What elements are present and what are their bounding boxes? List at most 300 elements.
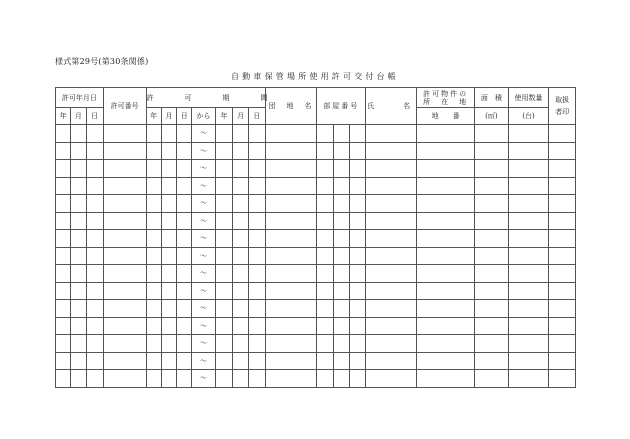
ledger-cell xyxy=(265,335,317,353)
ledger-cell xyxy=(349,370,365,388)
ledger-cell xyxy=(215,212,232,230)
ledger-cell xyxy=(232,265,248,283)
header-start-day: 日 xyxy=(177,108,192,125)
ledger-cell xyxy=(349,160,365,178)
ledger-cell xyxy=(215,177,232,195)
ledger-cell xyxy=(215,247,232,265)
ledger-cell xyxy=(177,282,192,300)
ledger-cell xyxy=(177,160,192,178)
ledger-cell xyxy=(177,212,192,230)
ledger-cell xyxy=(333,317,349,335)
ledger-cell xyxy=(366,317,417,335)
ledger-cell xyxy=(103,370,146,388)
ledger-cell xyxy=(177,317,192,335)
ledger-cell xyxy=(56,282,71,300)
ledger-cell xyxy=(86,335,103,353)
ledger-cell xyxy=(56,230,71,248)
ledger-row xyxy=(56,160,576,178)
ledger-row xyxy=(56,195,576,213)
header-handler-seal xyxy=(549,88,576,125)
period-separator: 〜 xyxy=(192,142,215,160)
ledger-cell xyxy=(215,300,232,318)
ledger-cell xyxy=(265,352,317,370)
ledger-cell xyxy=(86,195,103,213)
ledger-cell xyxy=(475,282,509,300)
ledger-cell xyxy=(249,300,265,318)
ledger-cell xyxy=(161,282,176,300)
ledger-cell xyxy=(508,247,549,265)
ledger-cell xyxy=(317,142,333,160)
header-end-year: 年 xyxy=(215,108,232,125)
ledger-cell xyxy=(103,352,146,370)
ledger-cell xyxy=(215,370,232,388)
ledger-row xyxy=(56,370,576,388)
ledger-cell xyxy=(146,212,161,230)
ledger-cell xyxy=(71,195,86,213)
ledger-cell xyxy=(103,160,146,178)
ledger-cell xyxy=(161,265,176,283)
ledger-cell xyxy=(333,212,349,230)
period-separator: 〜 xyxy=(192,317,215,335)
ledger-cell xyxy=(161,195,176,213)
ledger-cell xyxy=(177,177,192,195)
ledger-cell xyxy=(249,125,265,143)
ledger-cell xyxy=(103,230,146,248)
ledger-cell xyxy=(103,265,146,283)
period-separator: 〜 xyxy=(192,247,215,265)
period-separator: 〜 xyxy=(192,282,215,300)
ledger-cell xyxy=(417,317,475,335)
header-handler-top: 取扱 xyxy=(555,96,570,104)
ledger-cell xyxy=(333,352,349,370)
ledger-cell xyxy=(475,370,509,388)
ledger-cell xyxy=(86,300,103,318)
ledger-cell xyxy=(146,282,161,300)
ledger-cell xyxy=(265,195,317,213)
ledger-cell xyxy=(249,370,265,388)
ledger-cell xyxy=(146,195,161,213)
ledger-cell xyxy=(146,300,161,318)
ledger-cell xyxy=(232,125,248,143)
header-start-month: 月 xyxy=(161,108,176,125)
ledger-cell xyxy=(215,265,232,283)
ledger-cell xyxy=(549,300,576,318)
ledger-cell xyxy=(177,125,192,143)
ledger-cell xyxy=(366,212,417,230)
ledger-cell xyxy=(366,160,417,178)
ledger-row xyxy=(56,230,576,248)
ledger-cell xyxy=(366,247,417,265)
ledger-cell xyxy=(232,247,248,265)
ledger-cell xyxy=(56,352,71,370)
period-separator: 〜 xyxy=(192,160,215,178)
ledger-cell xyxy=(317,265,333,283)
ledger-cell xyxy=(161,160,176,178)
ledger-cell xyxy=(349,177,365,195)
document-title: 自動車保管場所使用許可交付台帳 xyxy=(231,72,399,81)
ledger-cell xyxy=(508,212,549,230)
ledger-cell xyxy=(103,142,146,160)
ledger-cell xyxy=(475,160,509,178)
ledger-cell xyxy=(508,300,549,318)
ledger-cell xyxy=(103,247,146,265)
ledger-cell xyxy=(215,125,232,143)
ledger-cell xyxy=(317,300,333,318)
ledger-cell xyxy=(349,212,365,230)
period-separator: 〜 xyxy=(192,212,215,230)
ledger-cell xyxy=(475,335,509,353)
ledger-row xyxy=(56,317,576,335)
ledger-cell xyxy=(249,335,265,353)
ledger-row xyxy=(56,125,576,143)
period-separator: 〜 xyxy=(192,265,215,283)
ledger-cell xyxy=(249,265,265,283)
ledger-cell xyxy=(508,230,549,248)
ledger-cell xyxy=(161,317,176,335)
ledger-cell xyxy=(417,370,475,388)
ledger-cell xyxy=(317,230,333,248)
ledger-cell xyxy=(177,370,192,388)
ledger-cell xyxy=(508,125,549,143)
ledger-cell xyxy=(349,335,365,353)
ledger-cell xyxy=(549,335,576,353)
ledger-cell xyxy=(161,352,176,370)
ledger-cell xyxy=(177,265,192,283)
period-separator: 〜 xyxy=(192,195,215,213)
ledger-cell xyxy=(475,177,509,195)
ledger-cell xyxy=(333,370,349,388)
ledger-cell xyxy=(333,335,349,353)
ledger-cell xyxy=(417,282,475,300)
ledger-cell xyxy=(177,142,192,160)
ledger-cell xyxy=(146,177,161,195)
header-permit-date: 許可年月日 xyxy=(56,88,104,108)
header-issue-year: 年 xyxy=(56,108,71,125)
ledger-cell xyxy=(349,230,365,248)
ledger-cell xyxy=(215,195,232,213)
ledger-cell xyxy=(333,230,349,248)
header-issue-month: 月 xyxy=(71,108,86,125)
ledger-cell xyxy=(71,300,86,318)
ledger-cell xyxy=(366,352,417,370)
ledger-cell xyxy=(417,195,475,213)
ledger-cell xyxy=(349,282,365,300)
period-separator: 〜 xyxy=(192,352,215,370)
ledger-cell xyxy=(146,370,161,388)
ledger-cell xyxy=(265,230,317,248)
ledger-cell xyxy=(232,160,248,178)
ledger-cell xyxy=(475,212,509,230)
header-start-year: 年 xyxy=(146,108,161,125)
ledger-cell xyxy=(366,177,417,195)
ledger-cell xyxy=(317,195,333,213)
ledger-cell xyxy=(366,282,417,300)
ledger-cell xyxy=(232,177,248,195)
ledger-cell xyxy=(177,195,192,213)
header-issue-day: 日 xyxy=(86,108,103,125)
ledger-cell xyxy=(86,282,103,300)
ledger-cell xyxy=(349,265,365,283)
ledger-cell xyxy=(508,142,549,160)
ledger-cell xyxy=(366,370,417,388)
ledger-cell xyxy=(103,125,146,143)
ledger-cell xyxy=(215,142,232,160)
ledger-row xyxy=(56,300,576,318)
ledger-cell xyxy=(508,352,549,370)
ledger-cell xyxy=(161,370,176,388)
ledger-cell xyxy=(417,265,475,283)
ledger-cell xyxy=(549,247,576,265)
ledger-cell xyxy=(232,352,248,370)
ledger-cell xyxy=(549,160,576,178)
header-danchi-name: 団 地 名 xyxy=(265,88,317,125)
ledger-cell xyxy=(265,247,317,265)
ledger-cell xyxy=(161,230,176,248)
ledger-cell xyxy=(161,300,176,318)
ledger-cell xyxy=(417,247,475,265)
ledger-cell xyxy=(103,282,146,300)
period-separator: 〜 xyxy=(192,335,215,353)
ledger-cell xyxy=(86,177,103,195)
ledger-cell xyxy=(249,212,265,230)
ledger-cell xyxy=(475,195,509,213)
period-separator: 〜 xyxy=(192,230,215,248)
ledger-cell xyxy=(215,317,232,335)
ledger-cell xyxy=(232,282,248,300)
ledger-cell xyxy=(366,335,417,353)
ledger-cell xyxy=(71,282,86,300)
ledger-cell xyxy=(349,300,365,318)
ledger-cell xyxy=(232,300,248,318)
ledger-cell xyxy=(86,265,103,283)
ledger-cell xyxy=(475,142,509,160)
ledger-cell xyxy=(86,370,103,388)
ledger-cell xyxy=(56,370,71,388)
ledger-cell xyxy=(249,247,265,265)
ledger-cell xyxy=(475,352,509,370)
ledger-cell xyxy=(265,265,317,283)
ledger-cell xyxy=(549,125,576,143)
ledger-cell xyxy=(103,177,146,195)
ledger-cell xyxy=(549,230,576,248)
ledger-cell xyxy=(417,125,475,143)
header-end-month: 月 xyxy=(232,108,248,125)
ledger-cell xyxy=(86,352,103,370)
ledger-cell xyxy=(56,212,71,230)
header-lot-number: 地 番 xyxy=(417,108,475,125)
ledger-cell xyxy=(177,335,192,353)
ledger-cell xyxy=(417,335,475,353)
ledger-cell xyxy=(317,160,333,178)
ledger-cell xyxy=(71,212,86,230)
ledger-cell xyxy=(71,335,86,353)
ledger-cell xyxy=(146,352,161,370)
ledger-cell xyxy=(317,352,333,370)
ledger-cell xyxy=(349,352,365,370)
ledger-cell xyxy=(317,370,333,388)
ledger-cell xyxy=(475,125,509,143)
header-permit-period: 許 可 期 間 xyxy=(146,88,265,108)
ledger-cell xyxy=(249,195,265,213)
ledger-table xyxy=(55,87,576,388)
ledger-cell xyxy=(317,212,333,230)
ledger-cell xyxy=(71,230,86,248)
ledger-cell xyxy=(56,195,71,213)
ledger-row xyxy=(56,247,576,265)
ledger-cell xyxy=(232,370,248,388)
period-separator: 〜 xyxy=(192,125,215,143)
ledger-cell xyxy=(232,230,248,248)
ledger-cell xyxy=(215,282,232,300)
ledger-cell xyxy=(86,125,103,143)
ledger-cell xyxy=(249,317,265,335)
ledger-cell xyxy=(333,195,349,213)
ledger-cell xyxy=(317,282,333,300)
ledger-cell xyxy=(265,177,317,195)
header-usage-count: 使用数量 xyxy=(508,88,549,108)
ledger-cell xyxy=(146,230,161,248)
header-area-unit: (㎡) xyxy=(475,108,509,125)
ledger-cell xyxy=(103,195,146,213)
ledger-cell xyxy=(333,247,349,265)
ledger-cell xyxy=(317,125,333,143)
ledger-cell xyxy=(265,300,317,318)
ledger-row xyxy=(56,177,576,195)
ledger-cell xyxy=(161,212,176,230)
ledger-cell xyxy=(475,265,509,283)
ledger-cell xyxy=(177,352,192,370)
ledger-cell xyxy=(103,300,146,318)
ledger-cell xyxy=(508,265,549,283)
ledger-row xyxy=(56,352,576,370)
header-location xyxy=(417,88,475,108)
ledger-cell xyxy=(366,142,417,160)
ledger-cell xyxy=(366,300,417,318)
ledger-cell xyxy=(161,177,176,195)
ledger-cell xyxy=(549,212,576,230)
period-separator: 〜 xyxy=(192,370,215,388)
ledger-cell xyxy=(86,160,103,178)
ledger-cell xyxy=(508,335,549,353)
ledger-cell xyxy=(103,317,146,335)
ledger-cell xyxy=(333,160,349,178)
ledger-cell xyxy=(161,142,176,160)
ledger-cell xyxy=(146,125,161,143)
ledger-cell xyxy=(232,195,248,213)
ledger-cell xyxy=(508,282,549,300)
ledger-cell xyxy=(317,247,333,265)
header-permit-number: 許可番号 xyxy=(103,88,146,125)
ledger-cell xyxy=(265,370,317,388)
ledger-cell xyxy=(86,230,103,248)
ledger-cell xyxy=(549,352,576,370)
ledger-body xyxy=(56,88,576,388)
ledger-cell xyxy=(56,317,71,335)
ledger-cell xyxy=(549,265,576,283)
ledger-cell xyxy=(349,125,365,143)
ledger-cell xyxy=(177,300,192,318)
header-handler-bottom: 者印 xyxy=(555,108,570,116)
ledger-cell xyxy=(146,265,161,283)
ledger-cell xyxy=(56,160,71,178)
ledger-cell xyxy=(265,142,317,160)
ledger-cell xyxy=(508,317,549,335)
ledger-cell xyxy=(417,177,475,195)
ledger-cell xyxy=(232,335,248,353)
ledger-cell xyxy=(71,160,86,178)
ledger-cell xyxy=(549,282,576,300)
ledger-cell xyxy=(249,142,265,160)
header-end-day: 日 xyxy=(249,108,265,125)
ledger-cell xyxy=(146,335,161,353)
ledger-cell xyxy=(71,247,86,265)
ledger-cell xyxy=(333,177,349,195)
ledger-cell xyxy=(417,352,475,370)
ledger-cell xyxy=(249,352,265,370)
ledger-cell xyxy=(366,265,417,283)
ledger-cell xyxy=(249,230,265,248)
ledger-cell xyxy=(333,282,349,300)
ledger-cell xyxy=(317,317,333,335)
header-from: から xyxy=(192,108,215,125)
ledger-cell xyxy=(508,195,549,213)
ledger-cell xyxy=(475,300,509,318)
header-usage-unit: (台) xyxy=(508,108,549,125)
ledger-cell xyxy=(417,160,475,178)
ledger-cell xyxy=(549,370,576,388)
ledger-cell xyxy=(366,230,417,248)
ledger-cell xyxy=(333,142,349,160)
ledger-cell xyxy=(232,142,248,160)
ledger-cell xyxy=(177,230,192,248)
period-separator: 〜 xyxy=(192,300,215,318)
ledger-cell xyxy=(475,230,509,248)
ledger-cell xyxy=(349,142,365,160)
ledger-cell xyxy=(549,317,576,335)
header-location-mid: 所 在 地 xyxy=(423,97,469,106)
ledger-cell xyxy=(508,177,549,195)
ledger-cell xyxy=(366,125,417,143)
ledger-cell xyxy=(215,160,232,178)
ledger-cell xyxy=(71,177,86,195)
ledger-cell xyxy=(86,212,103,230)
ledger-cell xyxy=(333,265,349,283)
ledger-cell xyxy=(249,282,265,300)
ledger-cell xyxy=(265,160,317,178)
form-number: 様式第29号(第30条関係) xyxy=(55,57,149,66)
ledger-cell xyxy=(71,370,86,388)
ledger-cell xyxy=(232,317,248,335)
ledger-row xyxy=(56,335,576,353)
ledger-cell xyxy=(215,352,232,370)
ledger-cell xyxy=(349,317,365,335)
ledger-cell xyxy=(317,335,333,353)
ledger-cell xyxy=(417,142,475,160)
ledger-cell xyxy=(249,160,265,178)
ledger-cell xyxy=(103,335,146,353)
ledger-cell xyxy=(417,212,475,230)
ledger-cell xyxy=(161,125,176,143)
ledger-cell xyxy=(549,142,576,160)
ledger-cell xyxy=(86,247,103,265)
ledger-cell xyxy=(417,230,475,248)
ledger-cell xyxy=(146,160,161,178)
ledger-cell xyxy=(265,317,317,335)
ledger-cell xyxy=(86,317,103,335)
ledger-cell xyxy=(71,125,86,143)
ledger-cell xyxy=(366,195,417,213)
ledger-cell xyxy=(417,300,475,318)
